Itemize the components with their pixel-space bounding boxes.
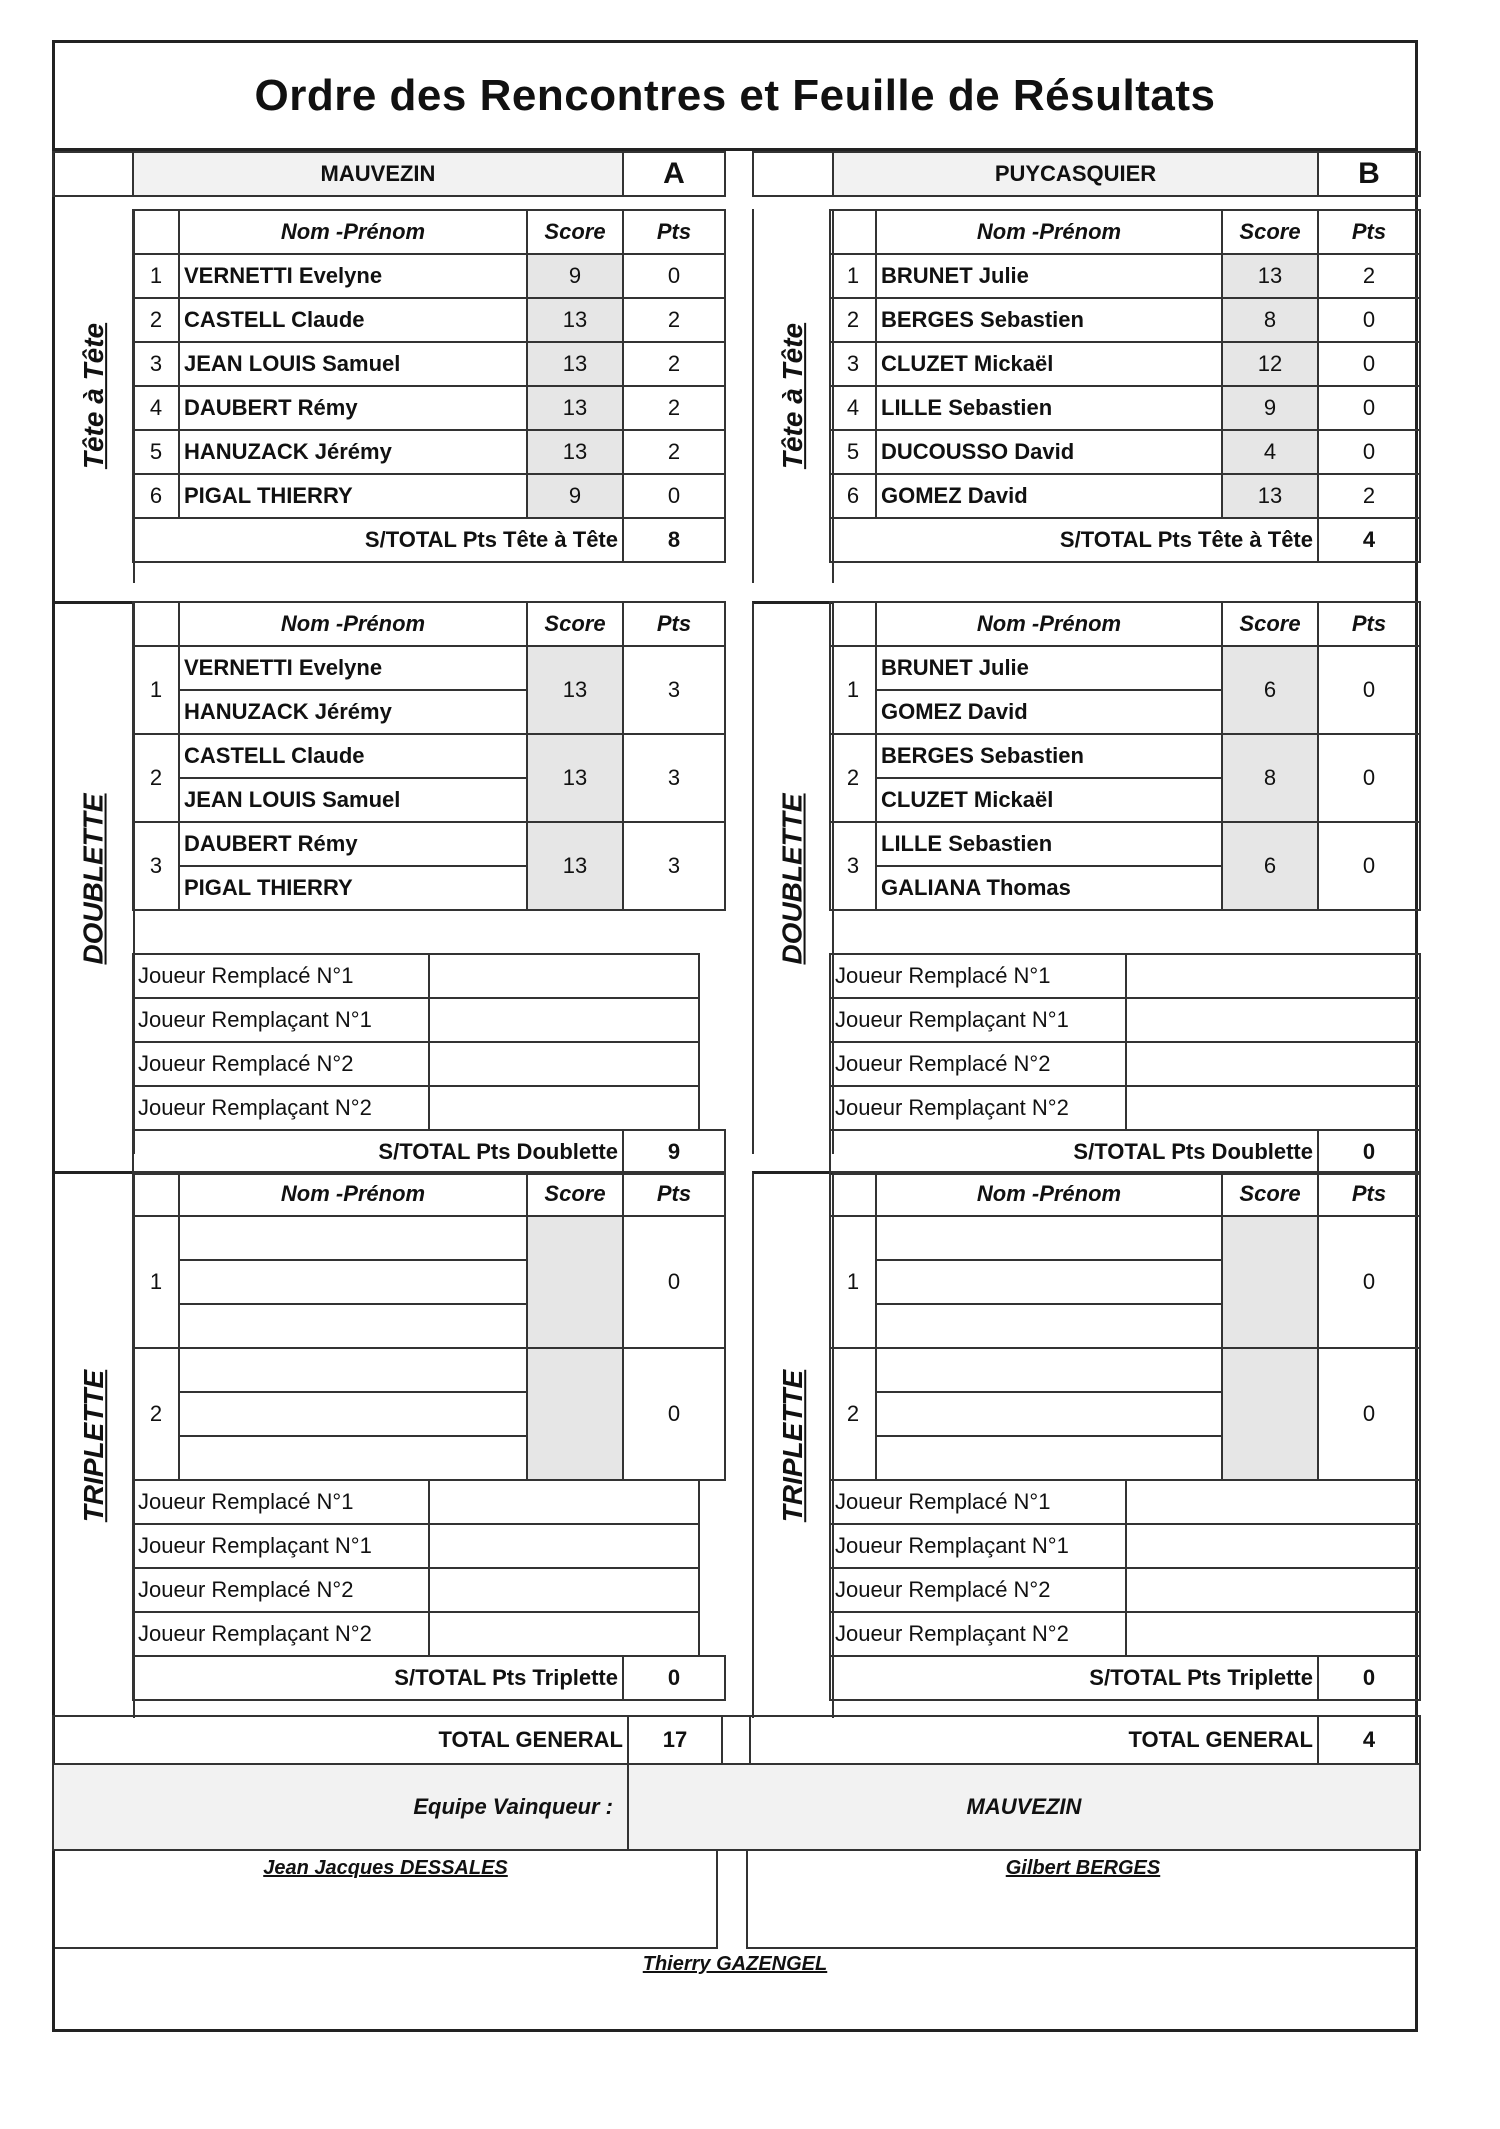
pts-cell: 0 — [1318, 342, 1420, 386]
score-cell: 13 — [527, 342, 623, 386]
table-row: 3 JEAN LOUIS Samuel 13 2 — [133, 342, 725, 386]
result-sheet — [52, 40, 1418, 2032]
signature-b: Gilbert BERGES — [1005, 1857, 1161, 1879]
table-row: 2 BERGES Sebastien 8 0 — [830, 734, 1420, 778]
signature-b-box — [746, 1849, 1418, 1949]
score-cell: 13 — [527, 430, 623, 474]
total-label-b: TOTAL GENERAL — [750, 1716, 1318, 1764]
subtotal-value: 0 — [1318, 1656, 1420, 1700]
score-cell: 4 — [1222, 430, 1318, 474]
pts-cell: 0 — [1318, 430, 1420, 474]
score-cell: 13 — [527, 646, 623, 734]
score-cell: 9 — [527, 254, 623, 298]
subtotal-value: 8 — [623, 518, 725, 562]
score-cell: 13 — [527, 822, 623, 910]
pts-cell: 2 — [623, 342, 725, 386]
score-cell: 13 — [527, 298, 623, 342]
score-cell — [1222, 1348, 1318, 1480]
replacement-field[interactable] — [1126, 1086, 1420, 1130]
score-cell: 9 — [1222, 386, 1318, 430]
subtotal-row: S/TOTAL Pts Tête à Tête 8 — [133, 518, 725, 562]
pts-cell: 2 — [623, 430, 725, 474]
table-row: 6 GOMEZ David 13 2 — [830, 474, 1420, 518]
score-cell: 8 — [1222, 298, 1318, 342]
replacement-field[interactable] — [429, 954, 699, 998]
pts-cell: 3 — [623, 822, 725, 910]
table-row: 5 HANUZACK Jérémy 13 2 — [133, 430, 725, 474]
score-cell: 13 — [1222, 254, 1318, 298]
subtotal-value: 0 — [623, 1656, 725, 1700]
score-cell: 6 — [1222, 646, 1318, 734]
replacement-field[interactable] — [429, 1086, 699, 1130]
triplette-subtotal-a: S/TOTAL Pts Triplette 0 — [132, 1655, 726, 1701]
player-name: VERNETTI Evelyne — [179, 254, 527, 298]
team-a-header — [52, 151, 726, 197]
pts-cell: 0 — [1318, 386, 1420, 430]
team-b-letter: B — [1318, 152, 1420, 196]
pts-cell: 0 — [1318, 1348, 1420, 1480]
triplette-subtotal-b: S/TOTAL Pts Triplette 0 — [829, 1655, 1421, 1701]
pts-cell: 0 — [1318, 822, 1420, 910]
tete-table-a: Nom -Prénom Score Pts 1 VERNETTI Evelyne 9 0 2 CASTELL Claude 13 2 3 JEAN LOUIS Samuel 13 2 4 DAUBERT Rémy 13 2 5 HANUZACK Jérémy 13 2 6 PIGAL THIERRY 9 0 S/TOTAL Pts Tête à Tête 8 — [132, 209, 726, 563]
replacement-field[interactable] — [429, 1612, 699, 1656]
signature-a-box — [55, 1849, 718, 1949]
triplette-table-a: Nom -Prénom Score Pts 1 0 2 0 — [132, 1171, 726, 1481]
triplette-replacements-a: Joueur Remplacé N°1 Joueur Remplaçant N°1 Joueur Remplacé N°2 Joueur Remplaçant N°2 — [132, 1479, 700, 1657]
player-name: GOMEZ David — [876, 474, 1222, 518]
replacement-field[interactable] — [1126, 998, 1420, 1042]
pts-cell: 0 — [1318, 298, 1420, 342]
table-row: 2 CASTELL Claude 13 2 — [133, 298, 725, 342]
replacement-field[interactable] — [1126, 1524, 1420, 1568]
doublette-replacements-a: Joueur Remplacé N°1 Joueur Remplaçant N°1 Joueur Remplacé N°2 Joueur Remplaçant N°2 — [132, 953, 700, 1131]
score-cell — [527, 1216, 623, 1348]
doublette-subtotal-b: S/TOTAL Pts Doublette 0 — [829, 1129, 1421, 1175]
doublette-table-b: Nom -Prénom Score Pts 1 BRUNET Julie 6 0 GOMEZ David 2 BERGES Sebastien 8 0 CLUZET Mickaël 3 LILLE Sebastien 6 0 GALIANA Thomas — [829, 601, 1421, 911]
triplette-table-b: Nom -Prénom Score Pts 1 0 2 0 — [829, 1171, 1421, 1481]
score-cell — [527, 1348, 623, 1480]
table-row: 4 DAUBERT Rémy 13 2 — [133, 386, 725, 430]
pts-cell: 0 — [1318, 734, 1420, 822]
triplette-label-b: TRIPLETTE — [752, 1171, 834, 1718]
replacement-field[interactable] — [1126, 1612, 1420, 1656]
player-name: PIGAL THIERRY — [179, 474, 527, 518]
winner-label: Equipe Vainqueur : — [53, 1764, 628, 1850]
pts-cell: 0 — [623, 254, 725, 298]
replacement-field[interactable] — [1126, 1042, 1420, 1086]
table-row: 6 PIGAL THIERRY 9 0 — [133, 474, 725, 518]
triplette-label-a: TRIPLETTE — [55, 1171, 135, 1718]
player-name: CASTELL Claude — [179, 298, 527, 342]
referee-signature: Thierry GAZENGEL — [642, 1953, 828, 1975]
table-row: 3 LILLE Sebastien 6 0 — [830, 822, 1420, 866]
pts-cell: 2 — [1318, 254, 1420, 298]
score-cell — [1222, 1216, 1318, 1348]
total-label-a: TOTAL GENERAL — [53, 1716, 628, 1764]
table-row: 1 VERNETTI Evelyne 13 3 — [133, 646, 725, 690]
pts-cell: 2 — [623, 298, 725, 342]
player-name: DAUBERT Rémy — [179, 386, 527, 430]
replacement-field[interactable] — [429, 1480, 699, 1524]
tete-table-b: Nom -Prénom Score Pts 1 BRUNET Julie 13 2 2 BERGES Sebastien 8 0 3 CLUZET Mickaël 12 0 4 LILLE Sebastien 9 0 5 DUCOUSSO David 4 0 6 GOMEZ David 13 2 S/TOTAL Pts Tête à Tête 4 — [829, 209, 1421, 563]
score-cell: 6 — [1222, 822, 1318, 910]
pts-cell: 0 — [623, 474, 725, 518]
doublette-replacements-b: Joueur Remplacé N°1 Joueur Remplaçant N°1 Joueur Remplacé N°2 Joueur Remplaçant N°2 — [829, 953, 1421, 1131]
table-row: 1 BRUNET Julie 13 2 — [830, 254, 1420, 298]
player-name: DUCOUSSO David — [876, 430, 1222, 474]
total-value-a: 17 — [628, 1716, 722, 1764]
score-cell: 13 — [527, 386, 623, 430]
table-row: 1 0 — [133, 1216, 725, 1260]
table-row: 2 0 — [133, 1348, 725, 1392]
team-a-letter: A — [623, 152, 725, 196]
player-name: HANUZACK Jérémy — [179, 430, 527, 474]
team-a-name: MAUVEZIN — [133, 152, 623, 196]
table-row: 1 VERNETTI Evelyne 9 0 — [133, 254, 725, 298]
pts-cell: 3 — [623, 646, 725, 734]
team-b-name: PUYCASQUIER — [833, 152, 1318, 196]
tete-label-a: Tête à Tête — [55, 209, 135, 583]
pts-cell: 2 — [1318, 474, 1420, 518]
doublette-subtotal-a: S/TOTAL Pts Doublette 9 — [132, 1129, 726, 1175]
table-row: 2 BERGES Sebastien 8 0 — [830, 298, 1420, 342]
table-row: 1 BRUNET Julie 6 0 — [830, 646, 1420, 690]
subtotal-value: 0 — [1318, 1130, 1420, 1174]
player-name: LILLE Sebastien — [876, 386, 1222, 430]
table-row: 5 DUCOUSSO David 4 0 — [830, 430, 1420, 474]
doublette-table-a: Nom -Prénom Score Pts 1 VERNETTI Evelyne 13 3 HANUZACK Jérémy 2 CASTELL Claude 13 3 JEAN LOUIS Samuel 3 DAUBERT Rémy 13 3 PIGAL THIERRY — [132, 601, 726, 911]
player-name: CLUZET Mickaël — [876, 342, 1222, 386]
total-value-b: 4 — [1318, 1716, 1420, 1764]
replacement-field[interactable] — [429, 1568, 699, 1612]
table-row: 1 0 — [830, 1216, 1420, 1260]
score-cell: 13 — [527, 734, 623, 822]
signature-a: Jean Jacques DESSALES — [263, 1857, 508, 1879]
subtotal-value: 4 — [1318, 518, 1420, 562]
pts-cell: 0 — [1318, 1216, 1420, 1348]
score-cell: 13 — [1222, 474, 1318, 518]
player-name: BRUNET Julie — [876, 254, 1222, 298]
table-row: 2 0 — [830, 1348, 1420, 1392]
table-row: 3 CLUZET Mickaël 12 0 — [830, 342, 1420, 386]
doublette-label-a: DOUBLETTE — [55, 601, 135, 1154]
replacement-field[interactable] — [429, 998, 699, 1042]
score-cell: 8 — [1222, 734, 1318, 822]
pts-cell: 2 — [623, 386, 725, 430]
replacement-field[interactable] — [429, 1042, 699, 1086]
subtotal-row: S/TOTAL Pts Tête à Tête 4 — [830, 518, 1420, 562]
page-title: Ordre des Rencontres et Feuille de Résultats — [55, 43, 1415, 151]
score-cell: 9 — [527, 474, 623, 518]
winner-row — [52, 1763, 1421, 1851]
replacement-field[interactable] — [1126, 954, 1420, 998]
replacement-field[interactable] — [429, 1524, 699, 1568]
subtotal-value: 9 — [623, 1130, 725, 1174]
tete-label-b: Tête à Tête — [752, 209, 834, 583]
team-b-header — [752, 151, 1421, 197]
pts-cell: 0 — [623, 1348, 725, 1480]
replacement-field[interactable] — [1126, 1568, 1420, 1612]
player-name: JEAN LOUIS Samuel — [179, 342, 527, 386]
winner-team: MAUVEZIN — [628, 1764, 1420, 1850]
player-name: BERGES Sebastien — [876, 298, 1222, 342]
triplette-replacements-b: Joueur Remplacé N°1 Joueur Remplaçant N°1 Joueur Remplacé N°2 Joueur Remplaçant N°2 — [829, 1479, 1421, 1657]
pts-cell: 0 — [623, 1216, 725, 1348]
pts-cell: 0 — [1318, 646, 1420, 734]
pts-cell: 3 — [623, 734, 725, 822]
total-general-row — [52, 1715, 1421, 1765]
referee-box — [55, 1949, 1415, 1989]
table-row: 4 LILLE Sebastien 9 0 — [830, 386, 1420, 430]
doublette-label-b: DOUBLETTE — [752, 601, 834, 1154]
table-row: 3 DAUBERT Rémy 13 3 — [133, 822, 725, 866]
replacement-field[interactable] — [1126, 1480, 1420, 1524]
score-cell: 12 — [1222, 342, 1318, 386]
table-row: 2 CASTELL Claude 13 3 — [133, 734, 725, 778]
